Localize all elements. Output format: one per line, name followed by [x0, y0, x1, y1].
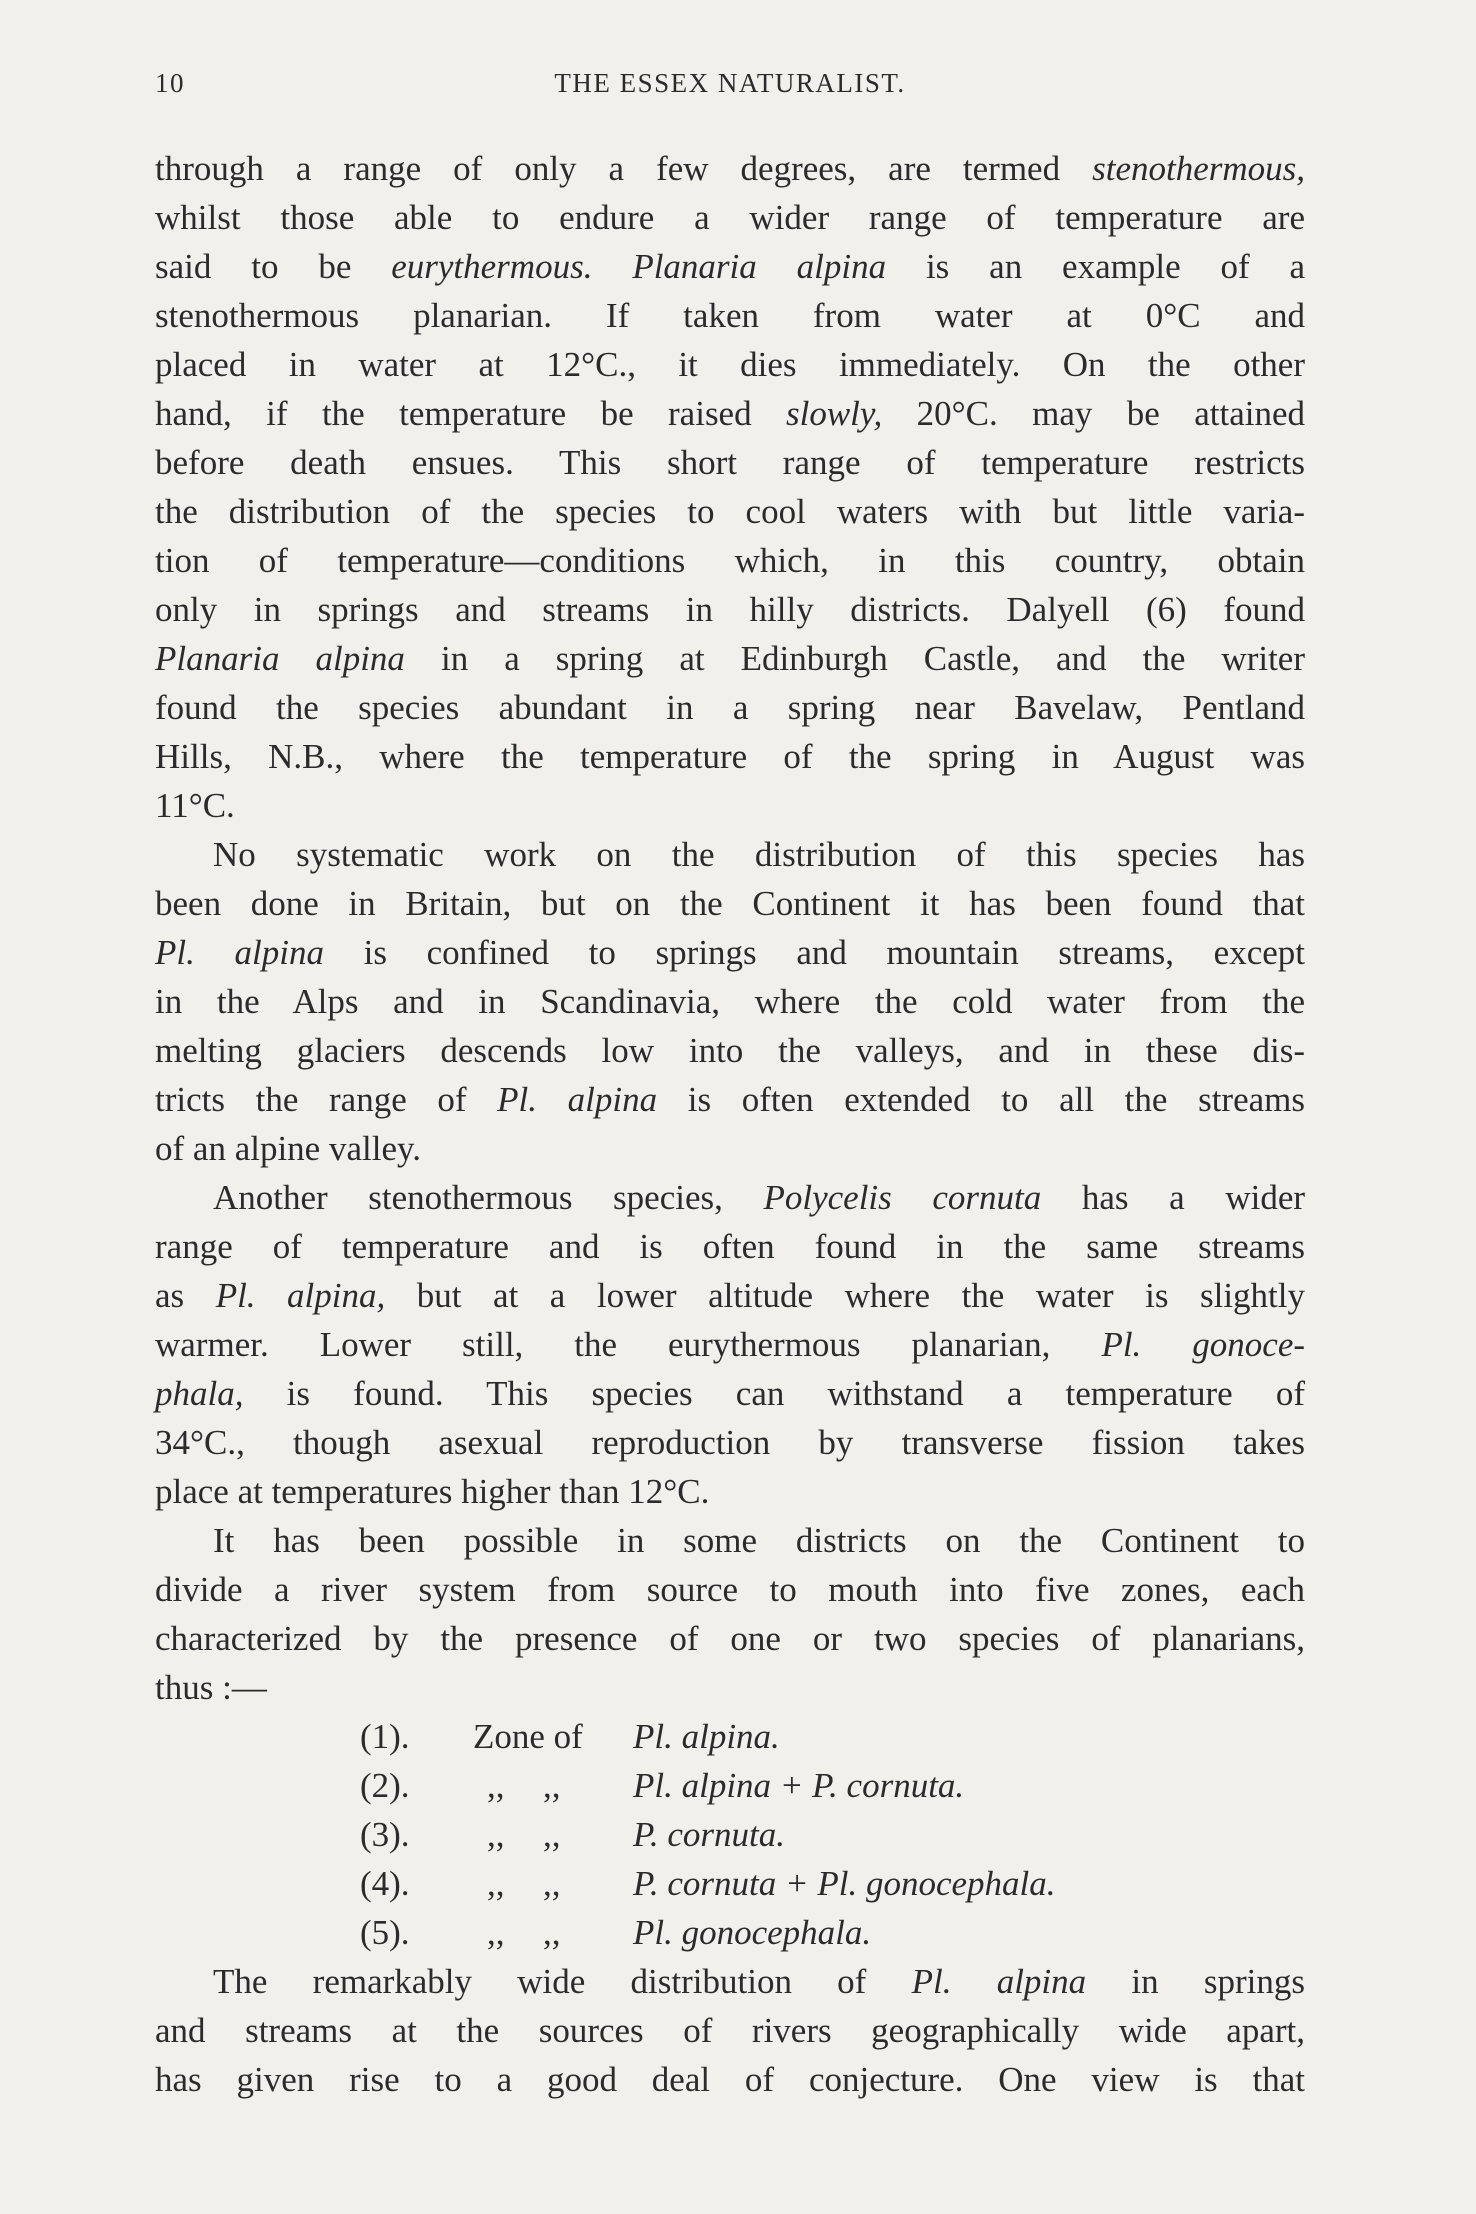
italic-text-run: Pl. alpina	[497, 1080, 658, 1119]
page-header	[155, 68, 1305, 108]
text-run: in springs	[1086, 1962, 1305, 2001]
ditto-mark: ,,	[543, 1815, 561, 1854]
text-run: whilst those able to endure a wider range of temperature are	[155, 198, 1305, 237]
text-line	[155, 536, 1305, 585]
text-run: Hills, N.B., where the temperature of the spring in August was	[155, 737, 1305, 776]
text-line	[155, 1173, 1305, 1222]
text-line	[155, 1320, 1305, 1369]
text-line	[155, 2006, 1305, 2055]
text-line	[155, 1418, 1305, 1467]
zone-list	[155, 1712, 1305, 1957]
text-run: has given rise to a good deal of conjecture. One view is that	[155, 2060, 1305, 2099]
text-line	[155, 585, 1305, 634]
text-line	[155, 1663, 1305, 1712]
zone-species: Pl. alpina.	[633, 1717, 780, 1756]
text-run: characterized by the presence of one or two species of planarians,	[155, 1619, 1305, 1658]
text-run: is an example of a	[886, 247, 1306, 286]
text-run: The remarkably wide distribution of	[213, 1962, 912, 2001]
text-line	[155, 144, 1305, 193]
text-run: and streams at the sources of rivers geographically wide apart,	[155, 2011, 1305, 2050]
text-line	[155, 977, 1305, 1026]
text-run: tricts the range of	[155, 1080, 498, 1119]
text-line	[155, 781, 1305, 830]
text-run: placed in water at 12°C., it dies immediately. On the other	[155, 345, 1305, 384]
text-line	[155, 1614, 1305, 1663]
text-line	[155, 732, 1305, 781]
paragraph-1	[155, 144, 1305, 830]
text-line	[155, 2055, 1305, 2104]
page-number: 10	[155, 68, 185, 98]
ditto-mark: ,,	[487, 1766, 505, 1805]
text-line	[155, 634, 1305, 683]
text-run: 20°C. may be attained	[882, 394, 1305, 433]
text-run: stenothermous planarian. If taken from water at 0°C and	[155, 296, 1305, 335]
running-title: THE ESSEX NATURALIST.	[554, 68, 906, 98]
zone-number: (1).	[360, 1717, 410, 1756]
text-run: the distribution of the species to cool waters with but little varia-	[155, 492, 1305, 531]
zone-number: (2).	[360, 1766, 410, 1805]
text-line	[155, 340, 1305, 389]
text-run: hand, if the temperature be raised	[155, 394, 786, 433]
italic-text-run: stenothermous,	[1092, 149, 1305, 188]
body-text	[155, 144, 1305, 2104]
text-line	[155, 1124, 1305, 1173]
text-run: No systematic work on the distribution of this species has	[213, 835, 1305, 874]
text-run: is often extended to all the streams	[657, 1080, 1305, 1119]
text-line	[155, 1222, 1305, 1271]
text-line	[155, 487, 1305, 536]
text-run: 11°C.	[155, 786, 235, 825]
text-line	[155, 1467, 1305, 1516]
ditto-mark: ,,	[487, 1913, 505, 1952]
zone-species: P. cornuta.	[633, 1815, 785, 1854]
text-run: 34°C., though asexual reproduction by transverse fission takes	[155, 1423, 1305, 1462]
text-run: is found. This species can withstand a temperature of	[243, 1374, 1305, 1413]
text-run: place at temperatures higher than 12°C.	[155, 1472, 710, 1511]
text-run: warmer. Lower still, the eurythermous planarian,	[155, 1325, 1102, 1364]
ditto-mark: ,,	[487, 1864, 505, 1903]
text-line	[155, 291, 1305, 340]
text-run: melting glaciers descends low into the valleys, and in these dis-	[155, 1031, 1305, 1070]
italic-text-run: Polycelis cornuta	[763, 1178, 1042, 1217]
italic-text-run: Planaria alpina	[155, 639, 405, 678]
italic-text-run: Pl. gonoce-	[1101, 1325, 1306, 1364]
ditto-mark: ,,	[543, 1864, 561, 1903]
text-line	[155, 242, 1305, 291]
zone-species: Pl. alpina + P. cornuta.	[633, 1766, 965, 1805]
text-line	[155, 1957, 1305, 2006]
text-line	[155, 1516, 1305, 1565]
italic-text-run: eurythermous.	[391, 247, 593, 286]
text-run: thus :—	[155, 1668, 267, 1707]
text-line	[155, 1565, 1305, 1614]
italic-text-run: Planaria alpina	[632, 247, 887, 286]
ditto-mark: ,,	[543, 1913, 561, 1952]
zone-species: P. cornuta + Pl. gonocephala.	[633, 1864, 1056, 1903]
italic-text-run: Pl. alpina	[155, 933, 324, 972]
ditto-mark: ,,	[487, 1815, 505, 1854]
zone-species: Pl. gonocephala.	[633, 1913, 872, 1952]
ditto-mark: ,,	[543, 1766, 561, 1805]
text-run: found the species abundant in a spring near Bavelaw, Pentland	[155, 688, 1305, 727]
text-run: in a spring at Edinburgh Castle, and the writer	[404, 639, 1305, 678]
text-line	[155, 879, 1305, 928]
text-run: only in springs and streams in hilly districts. Dalyell (6) found	[155, 590, 1305, 629]
text-line	[155, 683, 1305, 732]
zone-number: (5).	[360, 1913, 410, 1952]
text-line	[155, 1369, 1305, 1418]
text-line	[155, 1075, 1305, 1124]
text-run: divide a river system from source to mouth into five zones, each	[155, 1570, 1305, 1609]
text-line	[155, 1026, 1305, 1075]
text-run: of an alpine valley.	[155, 1129, 421, 1168]
text-run: through a range of only a few degrees, are termed	[155, 149, 1093, 188]
text-run: been done in Britain, but on the Continent it has been found that	[155, 884, 1305, 923]
paragraph-4	[155, 1516, 1305, 1712]
text-line	[155, 193, 1305, 242]
text-run: is confined to springs and mountain streams, except	[323, 933, 1305, 972]
text-line	[155, 438, 1305, 487]
text-run: tion of temperature—conditions which, in this country, obtain	[155, 541, 1305, 580]
paragraph-2	[155, 830, 1305, 1173]
text-line	[155, 928, 1305, 977]
text-run: before death ensues. This short range of temperature restricts	[155, 443, 1305, 482]
text-run: Another stenothermous species,	[213, 1178, 764, 1217]
text-line	[155, 830, 1305, 879]
text-run: range of temperature and is often found in the same streams	[155, 1227, 1305, 1266]
text-run: said to be	[155, 247, 392, 286]
text-run: as	[155, 1276, 216, 1315]
text-line	[155, 1271, 1305, 1320]
italic-text-run: phala,	[155, 1374, 244, 1413]
italic-text-run: Pl. alpina	[911, 1962, 1087, 2001]
zone-number: (3).	[360, 1815, 410, 1854]
text-run: but at a lower altitude where the water is slightly	[385, 1276, 1305, 1315]
paragraph-3	[155, 1173, 1305, 1516]
zone-number: (4).	[360, 1864, 410, 1903]
text-run: in the Alps and in Scandinavia, where the cold water from the	[155, 982, 1305, 1021]
text-run: It has been possible in some districts on the Continent to	[213, 1521, 1305, 1560]
italic-text-run: Pl. alpina,	[215, 1276, 386, 1315]
text-line	[155, 389, 1305, 438]
text-run: has a wider	[1041, 1178, 1306, 1217]
paragraph-5	[155, 1957, 1305, 2104]
italic-text-run: slowly,	[785, 394, 883, 433]
zone-label: Zone of	[473, 1717, 583, 1756]
text-run	[592, 247, 632, 286]
